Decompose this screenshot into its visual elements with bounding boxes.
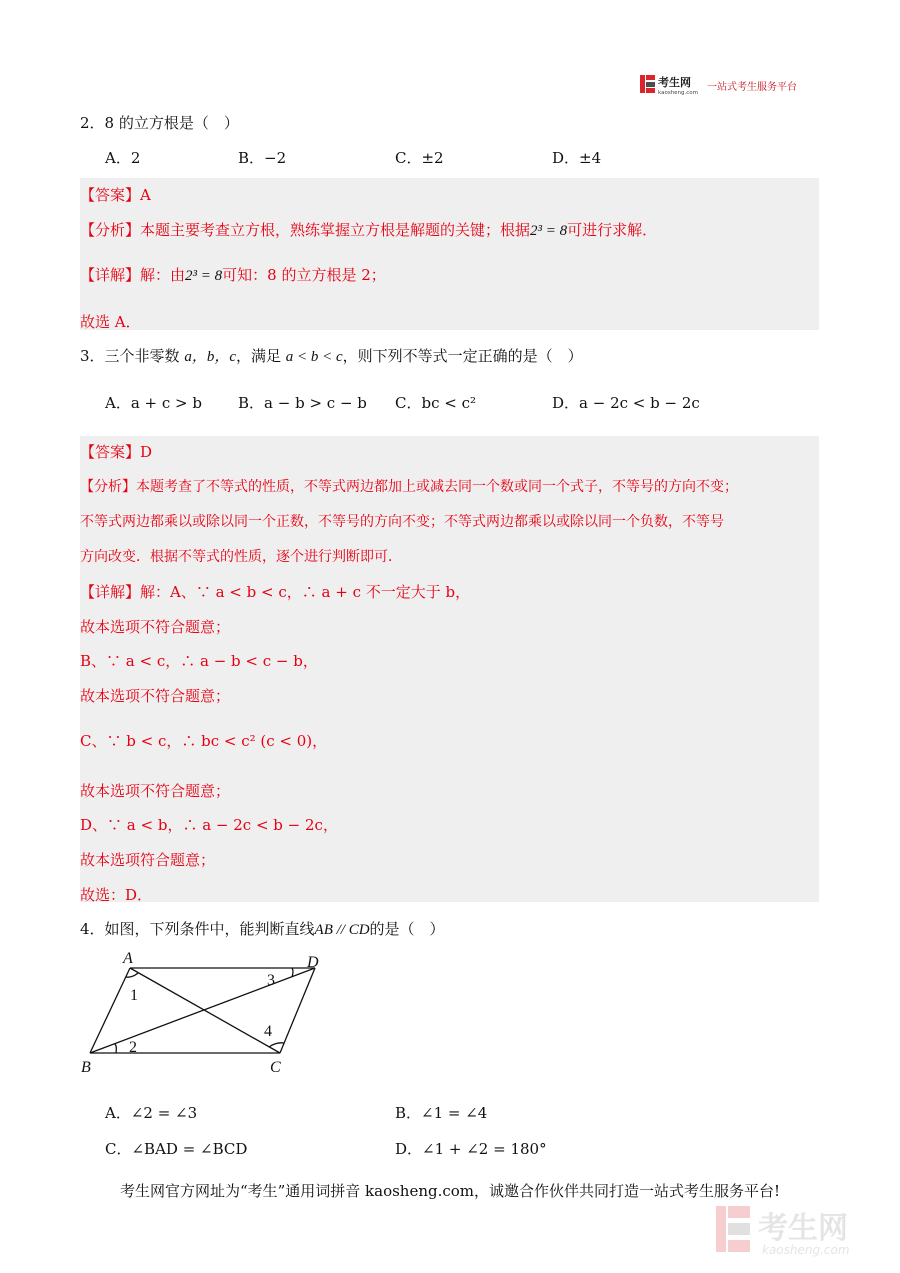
q4-option-b: B．∠1 = ∠4 xyxy=(395,1104,488,1122)
vertex-label-a: A xyxy=(123,950,133,967)
q2-detail-prefix: 【详解】解：由 xyxy=(80,266,186,284)
svg-text:考生网: 考生网 xyxy=(658,76,691,89)
q2-stem: 2．8 的立方根是（ ） xyxy=(80,114,239,132)
q2-detail-math: 2³ = 8 xyxy=(185,268,223,284)
vertex-label-c: C xyxy=(270,1059,281,1076)
q3-stem-suffix: ，则下列不等式一定正确的是（ ） xyxy=(342,347,583,365)
footer-notice: 考生网官方网址为“考生”通用词拼音 kaosheng.com，诚邀合作伙伴共同打造一站式考生服务平台! xyxy=(119,1182,781,1200)
q3-analysis-line-1: 【分析】本题考查了不等式的性质，不等式两边都加上或减去同一个数或同一个式子，不等号的方向不变； xyxy=(80,479,738,495)
angle-arc-3 xyxy=(292,968,293,977)
q2-option-b: B．−2 xyxy=(238,149,287,167)
q3-detail-c-result: 故本选项不符合题意； xyxy=(80,782,231,800)
angle-arc-4 xyxy=(269,1043,284,1047)
vertex-label-b: B xyxy=(81,1059,91,1076)
angle-label-4: 4 xyxy=(264,1023,272,1040)
q4-option-a: A．∠2 = ∠3 xyxy=(105,1104,198,1122)
q3-answer: 【答案】D xyxy=(80,443,153,461)
q2-detail xyxy=(80,264,386,285)
angle-label-2: 2 xyxy=(129,1039,137,1056)
q2-analysis-math: 2³ = 8 xyxy=(530,223,568,239)
watermark-logo xyxy=(712,1200,882,1260)
svg-text:考生网: 考生网 xyxy=(758,1211,848,1246)
svg-text:kaosheng.com: kaosheng.com xyxy=(762,1243,850,1257)
vertex-label-d: D xyxy=(307,954,319,971)
q4-stem-suffix: 的是（ ） xyxy=(369,920,445,938)
q2-option-c: C．±2 xyxy=(395,149,444,167)
angle-arc-2 xyxy=(115,1044,116,1053)
q3-detail-a-result: 故本选项不符合题意； xyxy=(80,618,231,636)
q4-stem-prefix: 4．如图，下列条件中，能判断直线 xyxy=(80,920,315,938)
q3-stem-vars: a，b，c xyxy=(184,349,236,365)
q2-conclusion: 故选 A． xyxy=(80,313,141,331)
header-slogan: 一站式考生服务平台 xyxy=(707,82,797,93)
q3-detail-b-result: 故本选项不符合题意； xyxy=(80,687,231,705)
segment-dc xyxy=(280,968,315,1053)
q3-option-b: B．a − b > c − b xyxy=(238,394,367,412)
angle-label-3: 3 xyxy=(267,972,275,989)
q3-detail-c: C、∵ b < c，∴ bc < c² (c < 0)， xyxy=(80,732,328,750)
q4-stem xyxy=(80,918,445,939)
q3-stem-prefix: 3．三个非零数 xyxy=(80,347,185,365)
q2-analysis-prefix: 【分析】本题主要考查立方根，熟练掌握立方根是解题的关键；根据 xyxy=(80,221,531,239)
q3-detail-a: 【详解】解：A、∵ a < b < c，∴ a + c 不一定大于 b， xyxy=(80,583,471,601)
q3-detail-d-result: 故本选项符合题意； xyxy=(80,851,216,869)
q2-answer: 【答案】A xyxy=(80,186,151,204)
q4-parallelogram-figure xyxy=(75,948,335,1076)
q3-stem xyxy=(80,345,583,366)
q4-option-c: C．∠BAD = ∠BCD xyxy=(105,1140,248,1158)
q3-option-d: D．a − 2c < b − 2c xyxy=(552,394,700,412)
q3-conclusion: 故选：D． xyxy=(80,886,153,904)
q2-analysis-suffix: 可进行求解． xyxy=(567,221,658,239)
q3-stem-cond: a < b < c xyxy=(285,349,343,365)
q3-option-a: A．a + c > b xyxy=(105,394,202,412)
diagonal-ac xyxy=(130,968,280,1053)
q3-detail-b: B、∵ a < c，∴ a − b < c − b， xyxy=(80,652,318,670)
q3-detail-d: D、∵ a < b，∴ a − 2c < b − 2c， xyxy=(80,816,338,834)
angle-label-1: 1 xyxy=(130,987,138,1004)
q2-analysis xyxy=(80,219,657,240)
svg-text:kaosheng.com: kaosheng.com xyxy=(658,90,699,96)
q2-option-d: D．±4 xyxy=(552,149,602,167)
q3-analysis-line-3: 方向改变．根据不等式的性质，逐个进行判断即可． xyxy=(80,549,402,565)
q4-stem-math: AB // CD xyxy=(314,922,370,938)
q2-solution-box xyxy=(80,178,819,330)
q4-option-d: D．∠1 + ∠2 = 180° xyxy=(395,1140,547,1158)
q3-option-c: C．bc < c² xyxy=(395,394,476,412)
q3-analysis-line-2: 不等式两边都乘以或除以同一个正数，不等号的方向不变；不等式两边都乘以或除以同一个负数，不等号 xyxy=(80,514,724,530)
q2-option-a: A．2 xyxy=(105,149,141,167)
kaosheng-logo xyxy=(640,72,700,96)
q3-stem-mid: ，满足 xyxy=(235,347,286,365)
q2-detail-suffix: 可知：8 的立方根是 2； xyxy=(222,266,386,284)
